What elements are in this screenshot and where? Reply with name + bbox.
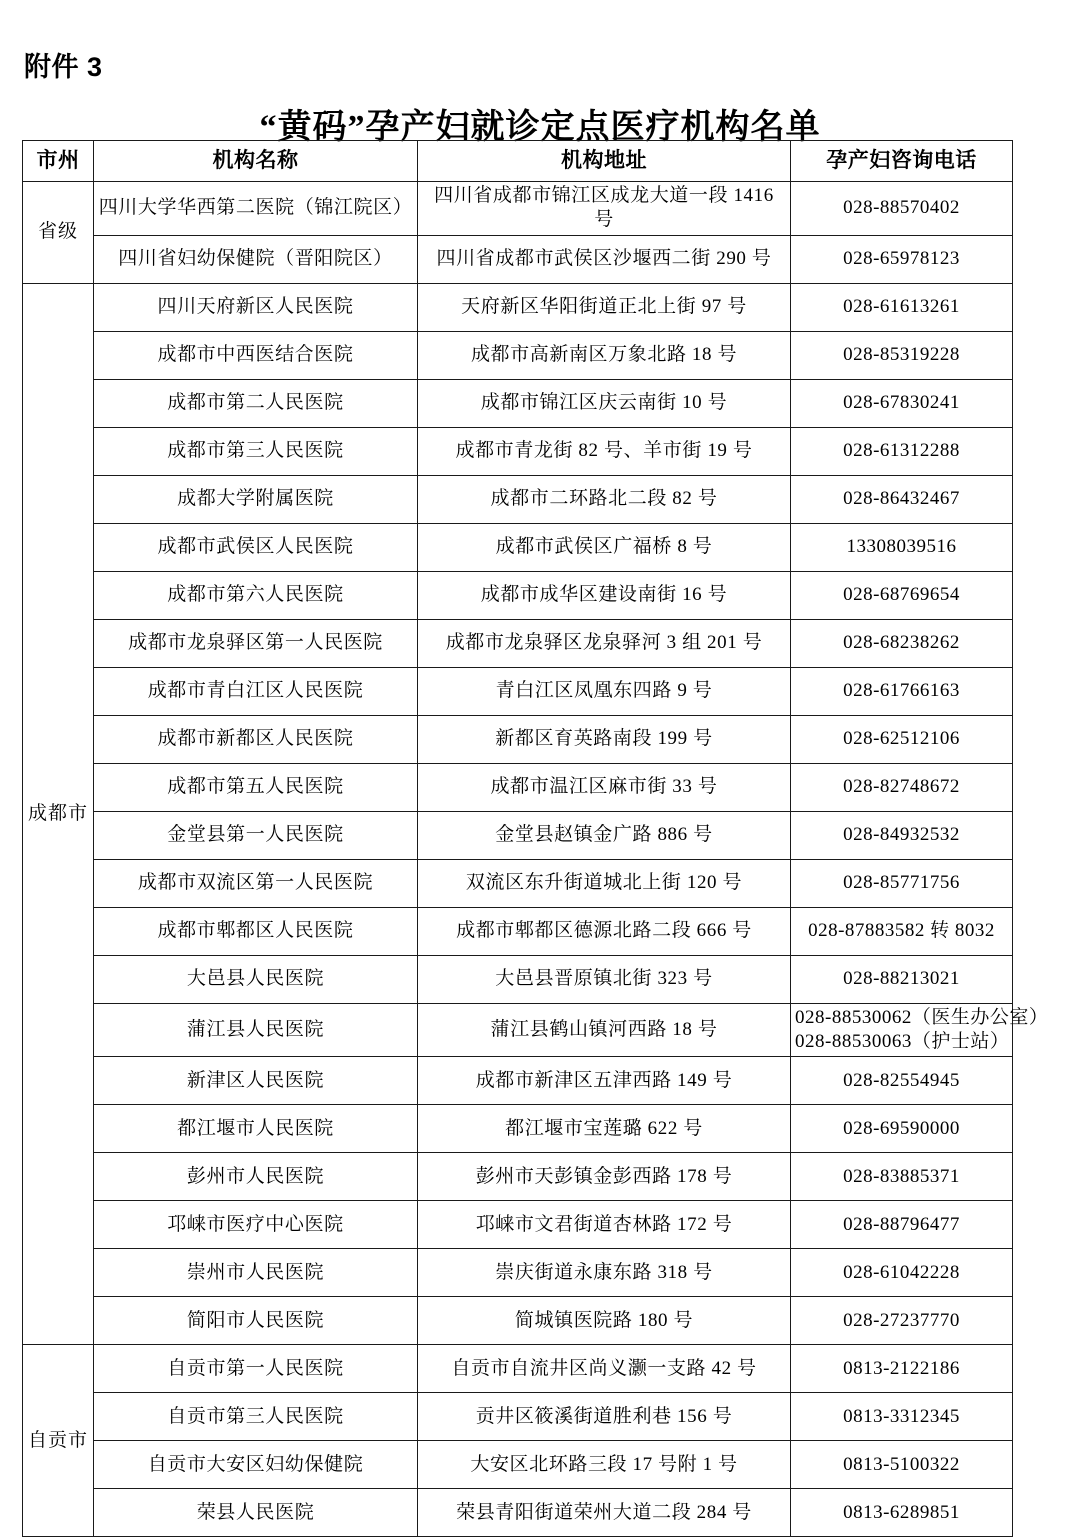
- consultation-phone-cell: [791, 1105, 1013, 1153]
- consultation-phone-cell: [791, 1003, 1049, 1057]
- institution-address-cell: 成都市青龙街 82 号、羊市街 19 号: [418, 427, 791, 475]
- institution-address-cell: 荣县青阳街道荣州大道二段 284 号: [418, 1489, 791, 1537]
- column-header-region: 市州: [23, 141, 94, 182]
- table-row: [23, 955, 1013, 1003]
- consultation-phone-cell: [791, 1345, 1013, 1393]
- institution-address-cell: 成都市新津区五津西路 149 号: [418, 1057, 791, 1105]
- institution-name-cell: 成都市武侯区人民医院: [94, 523, 418, 571]
- consultation-phone-cell: [791, 1441, 1013, 1489]
- institution-address-cell: 成都市郫都区德源北路二段 666 号: [418, 907, 791, 955]
- attachment-label: 附件 3: [24, 52, 103, 82]
- phone-number: 0813-5100322: [843, 1453, 960, 1475]
- consultation-phone-cell: [791, 763, 1013, 811]
- consultation-phone-cell: [791, 475, 1013, 523]
- consultation-phone-cell: [791, 235, 1013, 283]
- consultation-phone-cell: [791, 523, 1013, 571]
- phone-number: 028-62512106: [843, 727, 960, 749]
- institution-address-cell: 邛崃市文君街道杏林路 172 号: [418, 1201, 791, 1249]
- consultation-phone-cell: [791, 1201, 1013, 1249]
- table-row: [23, 907, 1013, 955]
- region-cell: 成都市: [23, 283, 94, 1345]
- consultation-phone-cell: [791, 955, 1013, 1003]
- institution-address-cell: 四川省成都市锦江区成龙大道一段 1416 号: [418, 182, 791, 236]
- table-row: [23, 1297, 1013, 1345]
- institution-name-cell: 四川天府新区人民医院: [94, 283, 418, 331]
- institution-name-cell: 成都市青白江区人民医院: [94, 667, 418, 715]
- phone-number: 028-88796477: [843, 1213, 960, 1235]
- phone-number: 028-61613261: [843, 295, 960, 317]
- consultation-phone-cell: [791, 427, 1013, 475]
- hospital-listing-table: [22, 140, 1049, 1537]
- phone-number: 028-61312288: [843, 439, 960, 461]
- column-header-phone: 孕产妇咨询电话: [791, 141, 1013, 182]
- institution-address-cell: 成都市高新南区万象北路 18 号: [418, 331, 791, 379]
- table-body: [23, 182, 1049, 1537]
- phone-number: 028-67830241: [843, 391, 960, 413]
- institution-name-cell: 都江堰市人民医院: [94, 1105, 418, 1153]
- institution-name-cell: 自贡市大安区妇幼保健院: [94, 1441, 418, 1489]
- institution-name-cell: 自贡市第三人民医院: [94, 1393, 418, 1441]
- table-row: [23, 715, 1013, 763]
- phone-number: 028-82748672: [843, 775, 960, 797]
- consultation-phone-cell: [791, 907, 1013, 955]
- phone-number: 028-85771756: [843, 871, 960, 893]
- table-row: [23, 1201, 1013, 1249]
- phone-number: 028-88530063（护士站）: [795, 1030, 1010, 1052]
- table-row: [23, 1249, 1013, 1297]
- institution-name-cell: 成都市第六人民医院: [94, 571, 418, 619]
- phone-number: 028-82554945: [843, 1069, 960, 1091]
- hospital-table-container: [22, 140, 1049, 1537]
- table-row: [23, 475, 1013, 523]
- consultation-phone-cell: [791, 859, 1013, 907]
- table-row: [23, 1153, 1013, 1201]
- table-row: [23, 283, 1013, 331]
- institution-name-cell: 邛崃市医疗中心医院: [94, 1201, 418, 1249]
- institution-name-cell: 成都市第二人民医院: [94, 379, 418, 427]
- institution-address-cell: 成都市武侯区广福桥 8 号: [418, 523, 791, 571]
- phone-number: 028-87883582 转 8032: [808, 919, 995, 941]
- institution-address-cell: 大安区北环路三段 17 号附 1 号: [418, 1441, 791, 1489]
- institution-address-cell: 大邑县晋原镇北街 323 号: [418, 955, 791, 1003]
- phone-number: 028-27237770: [843, 1309, 960, 1331]
- phone-number: 028-69590000: [843, 1117, 960, 1139]
- institution-address-cell: 都江堰市宝莲璐 622 号: [418, 1105, 791, 1153]
- institution-name-cell: 金堂县第一人民医院: [94, 811, 418, 859]
- table-row: [23, 1105, 1013, 1153]
- institution-address-cell: 新都区育英路南段 199 号: [418, 715, 791, 763]
- consultation-phone-cell: [791, 1297, 1013, 1345]
- column-header-name: 机构名称: [94, 141, 418, 182]
- institution-address-cell: 成都市温江区麻市街 33 号: [418, 763, 791, 811]
- phone-number: 028-88530062（医生办公室）: [795, 1006, 1049, 1028]
- phone-number: 028-61042228: [843, 1261, 960, 1283]
- consultation-phone-cell: [791, 379, 1013, 427]
- table-row: [23, 763, 1013, 811]
- institution-address-cell: 成都市二环路北二段 82 号: [418, 475, 791, 523]
- table-row: [23, 859, 1013, 907]
- table-row: [23, 1489, 1013, 1537]
- institution-address-cell: 自贡市自流井区尚义灏一支路 42 号: [418, 1345, 791, 1393]
- phone-number: 028-65978123: [843, 247, 960, 269]
- phone-number: 028-86432467: [843, 487, 960, 509]
- table-row: [23, 427, 1013, 475]
- phone-number: 028-68238262: [843, 631, 960, 653]
- institution-name-cell: 四川大学华西第二医院（锦江院区）: [94, 182, 418, 236]
- institution-name-cell: 成都市中西医结合医院: [94, 331, 418, 379]
- institution-name-cell: 荣县人民医院: [94, 1489, 418, 1537]
- institution-address-cell: 四川省成都市武侯区沙堰西二街 290 号: [418, 235, 791, 283]
- phone-number: 0813-6289851: [843, 1501, 960, 1523]
- consultation-phone-cell: [791, 619, 1013, 667]
- table-row: [23, 331, 1013, 379]
- table-row: [23, 1057, 1013, 1105]
- region-cell: 省级: [23, 182, 94, 284]
- consultation-phone-cell: [791, 182, 1013, 236]
- table-row: [23, 235, 1013, 283]
- consultation-phone-cell: [791, 283, 1013, 331]
- table-row: [23, 182, 1013, 236]
- phone-number: 13308039516: [846, 535, 957, 557]
- phone-number: 0813-3312345: [843, 1405, 960, 1427]
- phone-number: 0813-2122186: [843, 1357, 960, 1379]
- institution-name-cell: 简阳市人民医院: [94, 1297, 418, 1345]
- phone-number: 028-84932532: [843, 823, 960, 845]
- institution-name-cell: 自贡市第一人民医院: [94, 1345, 418, 1393]
- consultation-phone-cell: [791, 811, 1013, 859]
- consultation-phone-cell: [791, 331, 1013, 379]
- institution-name-cell: 蒲江县人民医院: [94, 1003, 418, 1057]
- consultation-phone-cell: [791, 1153, 1013, 1201]
- institution-address-cell: 崇庆街道永康东路 318 号: [418, 1249, 791, 1297]
- phone-number: 028-83885371: [843, 1165, 960, 1187]
- phone-number: 028-85319228: [843, 343, 960, 365]
- institution-address-cell: 成都市成华区建设南街 16 号: [418, 571, 791, 619]
- institution-address-cell: 贡井区筱溪街道胜利巷 156 号: [418, 1393, 791, 1441]
- region-cell: 自贡市: [23, 1345, 94, 1537]
- institution-name-cell: 成都市双流区第一人民医院: [94, 859, 418, 907]
- institution-name-cell: 崇州市人民医院: [94, 1249, 418, 1297]
- institution-address-cell: 天府新区华阳街道正北上街 97 号: [418, 283, 791, 331]
- consultation-phone-cell: [791, 1489, 1013, 1537]
- institution-name-cell: 彭州市人民医院: [94, 1153, 418, 1201]
- consultation-phone-cell: [791, 1393, 1013, 1441]
- table-row: [23, 619, 1013, 667]
- consultation-phone-cell: [791, 667, 1013, 715]
- table-row: [23, 571, 1013, 619]
- institution-name-cell: 成都市新都区人民医院: [94, 715, 418, 763]
- institution-name-cell: 大邑县人民医院: [94, 955, 418, 1003]
- institution-address-cell: 金堂县赵镇金广路 886 号: [418, 811, 791, 859]
- table-row: [23, 1345, 1013, 1393]
- institution-address-cell: 蒲江县鹤山镇河西路 18 号: [418, 1003, 791, 1057]
- institution-name-cell: 成都市第五人民医院: [94, 763, 418, 811]
- consultation-phone-cell: [791, 715, 1013, 763]
- table-header: [23, 141, 1013, 182]
- institution-name-cell: 成都大学附属医院: [94, 475, 418, 523]
- table-row: [23, 811, 1013, 859]
- institution-name-cell: 成都市郫都区人民医院: [94, 907, 418, 955]
- institution-name-cell: 四川省妇幼保健院（晋阳院区）: [94, 235, 418, 283]
- institution-address-cell: 成都市锦江区庆云南街 10 号: [418, 379, 791, 427]
- institution-name-cell: 成都市龙泉驿区第一人民医院: [94, 619, 418, 667]
- table-row: [23, 1393, 1013, 1441]
- institution-name-cell: 成都市第三人民医院: [94, 427, 418, 475]
- institution-address-cell: 双流区东升街道城北上街 120 号: [418, 859, 791, 907]
- institution-address-cell: 简城镇医院路 180 号: [418, 1297, 791, 1345]
- table-row: [23, 1441, 1013, 1489]
- page-title: “黄码”孕产妇就诊定点医疗机构名单: [259, 108, 821, 146]
- phone-number: 028-88213021: [843, 967, 960, 989]
- table-header-row: [23, 141, 1013, 182]
- phone-number: 028-68769654: [843, 583, 960, 605]
- table-row: [23, 667, 1013, 715]
- table-row: [23, 379, 1013, 427]
- phone-number: 028-61766163: [843, 679, 960, 701]
- table-row: [23, 523, 1013, 571]
- institution-address-cell: 成都市龙泉驿区龙泉驿河 3 组 201 号: [418, 619, 791, 667]
- institution-address-cell: 彭州市天彭镇金彭西路 178 号: [418, 1153, 791, 1201]
- institution-name-cell: 新津区人民医院: [94, 1057, 418, 1105]
- consultation-phone-cell: [791, 1249, 1013, 1297]
- consultation-phone-cell: [791, 571, 1013, 619]
- consultation-phone-cell: [791, 1057, 1013, 1105]
- phone-number: 028-88570402: [843, 197, 960, 219]
- table-row: [23, 1003, 1013, 1057]
- institution-address-cell: 青白江区凤凰东四路 9 号: [418, 667, 791, 715]
- column-header-address: 机构地址: [418, 141, 791, 182]
